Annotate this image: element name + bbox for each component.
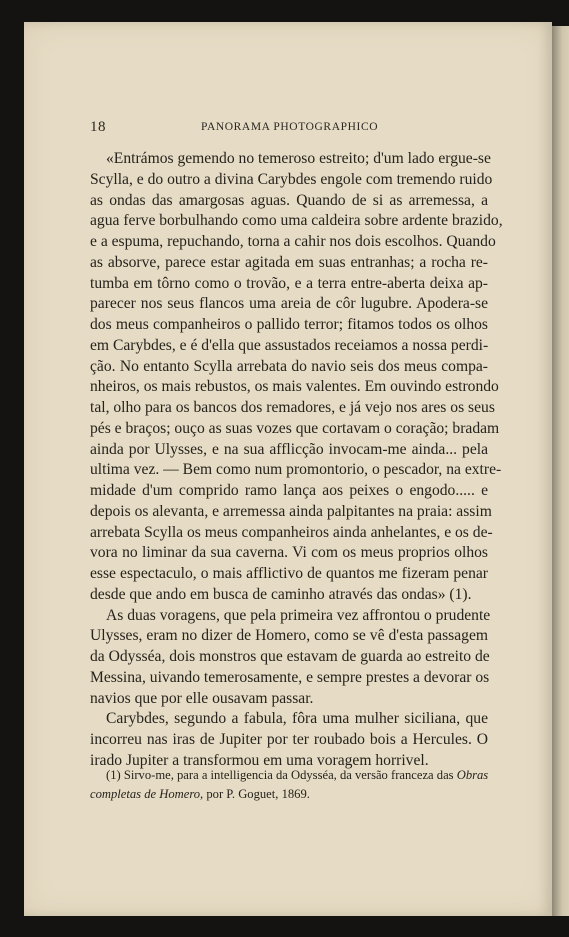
text-line: dos meus companheiros o pallido terror; fitamos todos os olhos bbox=[90, 316, 488, 333]
text-line: Ulysses, eram no dizer de Homero, como se vê d'esta passagem bbox=[90, 627, 488, 645]
text-line: parecer nos seus flancos uma areia de côr lugubre. Apodera-se bbox=[90, 295, 488, 313]
text-line: e a espuma, repuchando, torna a cahir nos dois escolhos. Quando bbox=[90, 233, 496, 250]
body-text bbox=[90, 149, 503, 772]
text-line: arrebata Scylla os meus companheiros ainda anhelantes, e os de- bbox=[90, 523, 493, 541]
footnote-italic-title: Obras bbox=[456, 768, 489, 782]
footnote-line bbox=[90, 785, 488, 804]
text-line: vora no liminar da sua caverna. Vi com os meus proprios olhos bbox=[90, 544, 488, 562]
text-line: tumba em tôrno como o trovão, e a terra entre-aberta deixa ap- bbox=[90, 274, 488, 292]
text-line: ainda por Ulysses, e na sua afflicção invocam-me ainda... pela bbox=[90, 440, 488, 458]
text-line: ultima vez. — Bem como num promontorio, o pescador, na extre- bbox=[90, 461, 502, 479]
adjacent-page-edge bbox=[552, 26, 569, 916]
text-line: as absorve, parece estar agitada em suas entranhas; a rocha re- bbox=[90, 253, 488, 271]
text-line: depois os alevanta, e arremessa ainda palpitantes na praia: assim bbox=[90, 502, 492, 520]
text-line: Scylla, e do outro a divina Carybdes engole com tremendo ruido bbox=[90, 170, 493, 188]
text-line: irado Jupiter a transformou em uma voragem horrivel. bbox=[90, 751, 429, 769]
text-line: As duas voragens, que pela primeira vez affrontou o prudente bbox=[106, 606, 491, 624]
text-line: ção. No entanto Scylla arrebata do navio seis dos meus compa- bbox=[90, 357, 488, 375]
text-line: agua ferve borbulhando como uma caldeira sobre ardente brazido, bbox=[90, 212, 503, 230]
running-title: PANORAMA PHOTOGRAPHICO bbox=[201, 121, 379, 133]
text-line: as ondas das amargosas aguas. Quando de si as arremessa, a bbox=[90, 191, 488, 209]
text-line: nheiros, os mais rebustos, os mais valentes. Em ouvindo estrondo bbox=[90, 378, 499, 396]
text-line: Carybdes, segundo a fabula, fôra uma mulher siciliana, que bbox=[106, 710, 488, 728]
footnote bbox=[90, 766, 488, 804]
text-line: tal, olho para os bancos dos remadores, e já vejo nos ares os seus bbox=[90, 399, 495, 416]
text-line: «Entrámos gemendo no temeroso estreito; d'um lado ergue-se bbox=[106, 150, 491, 167]
footnote-italic-title: completas de Homero, bbox=[90, 787, 204, 801]
text-line: desde que ando em busca de caminho através das ondas» (1). bbox=[90, 585, 472, 603]
text-line: pés e braços; ouço as suas vozes que cortavam o coração; bradam bbox=[90, 419, 500, 437]
text-line: da Odysséa, dois monstros que estavam de guarda ao estreito de bbox=[90, 648, 490, 665]
footnote-text: (1) Sirvo-me, para a intelligencia da Odysséa, da versão franceza das bbox=[106, 768, 457, 782]
footnote-text: por P. Goguet, 1869. bbox=[203, 787, 310, 801]
text-line: em Carybdes, e é d'ella que assustados receiamos a nossa perdi- bbox=[90, 336, 489, 354]
text-line: navios que por elle ousavam passar. bbox=[90, 689, 314, 707]
text-line: incorreu nas iras de Jupiter por ter roubado bois a Hercules. O bbox=[90, 731, 488, 748]
page-number: 18 bbox=[90, 119, 106, 135]
text-line: midade d'um comprido ramo lança aos peixes o engodo..... e bbox=[90, 482, 488, 499]
footnote-line bbox=[90, 766, 488, 785]
page-header bbox=[90, 119, 496, 139]
text-line: Messina, uivando temerosamente, e sempre prestes a devorar os bbox=[90, 668, 490, 686]
text-line: esse espectaculo, o mais afflictivo de quantos me fizeram penar bbox=[90, 565, 488, 582]
